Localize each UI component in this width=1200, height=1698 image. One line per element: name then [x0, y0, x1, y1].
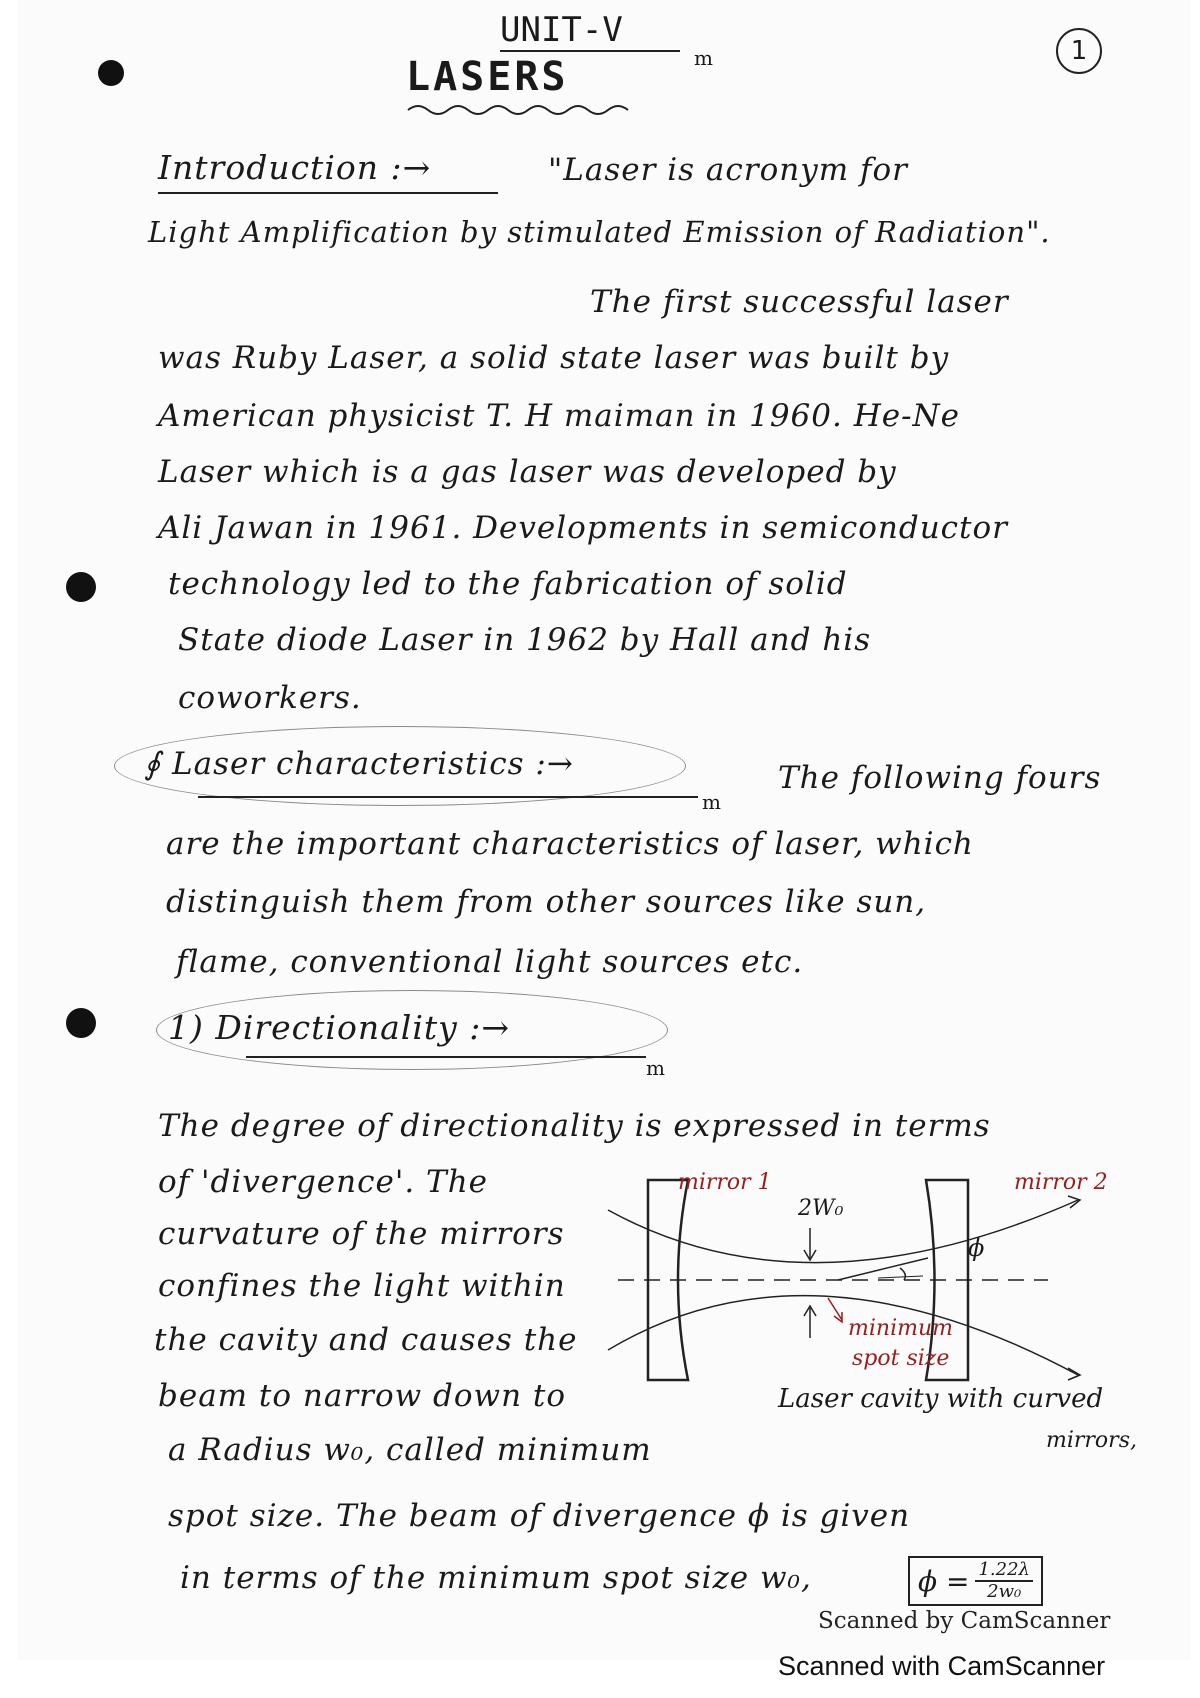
bullet-dot	[66, 572, 96, 602]
bullet-dot	[66, 1008, 96, 1038]
directionality-line-8: spot size. The beam of divergence ϕ is given	[168, 1498, 911, 1534]
intro-heading-underline	[158, 192, 498, 194]
intro-line-4: was Ruby Laser, a solid state laser was built by	[158, 340, 950, 376]
intro-line-1: "Laser is acronym for	[548, 152, 908, 188]
directionality-line-1: The degree of directionality is expressed in terms	[158, 1108, 991, 1144]
diagram-caption-1: Laser cavity with curved	[778, 1384, 1104, 1414]
title-wavy-underline	[408, 102, 648, 116]
scanner-stamp: Scanned by CamScanner	[818, 1608, 1111, 1634]
directionality-heading: 1) Directionality :→	[168, 1008, 511, 1047]
intro-line-3: The first successful laser	[590, 284, 1009, 320]
characteristics-heading: ∮ Laser characteristics :→	[144, 746, 574, 782]
directionality-line-2: of 'divergence'. The	[158, 1164, 489, 1200]
scanner-watermark: Scanned with CamScanner	[778, 1651, 1106, 1681]
bullet-dot	[98, 60, 124, 86]
intro-line-5: American physicist T. H maiman in 1960. He-Ne	[158, 398, 961, 434]
characteristics-lead: The following fours	[778, 760, 1102, 796]
intro-line-2: Light Amplification by stimulated Emission of Radiation".	[148, 215, 1051, 249]
directionality-line-3: curvature of the mirrors	[158, 1216, 565, 1252]
intro-line-9: State diode Laser in 1962 by Hall and his	[178, 622, 872, 658]
unit-underline	[500, 50, 680, 52]
mark-m-1: m	[694, 46, 713, 70]
intro-heading: Introduction :→	[158, 148, 432, 187]
directionality-line-4: confines the light within	[158, 1268, 566, 1304]
directionality-line-6: beam to narrow down to	[158, 1378, 567, 1414]
directionality-line-7: a Radius w₀, called minimum	[168, 1432, 652, 1468]
intro-line-6: Laser which is a gas laser was developed by	[158, 454, 897, 490]
characteristics-line-3: flame, conventional light sources etc.	[176, 944, 804, 980]
mirror-2-label: mirror 2	[1014, 1170, 1108, 1195]
intro-line-10: coworkers.	[178, 680, 362, 716]
mark-m-3: m	[646, 1056, 665, 1080]
min-spot-label-1: minimum	[848, 1316, 953, 1341]
phi-label: ϕ	[968, 1234, 985, 1262]
handwritten-page	[18, 0, 1190, 1660]
directionality-underline	[246, 1056, 646, 1058]
laser-cavity-diagram	[578, 1170, 1178, 1420]
divergence-formula	[908, 1556, 1043, 1606]
directionality-line-5: the cavity and causes the	[154, 1322, 578, 1358]
intro-line-7: Ali Jawan in 1961. Developments in semiconductor	[158, 510, 1008, 546]
min-spot-label-2: spot size	[852, 1346, 950, 1371]
diagram-caption-2: mirrors,	[1046, 1428, 1137, 1453]
waist-label: 2W₀	[798, 1196, 844, 1221]
page-number: 1	[1056, 28, 1102, 74]
directionality-line-9: in terms of the minimum spot size w₀,	[180, 1560, 812, 1596]
formula-denominator: 2w₀	[987, 1581, 1022, 1602]
formula-fraction	[975, 1560, 1033, 1602]
intro-line-8: technology led to the fabrication of solid	[168, 566, 848, 602]
characteristics-underline	[198, 796, 698, 798]
mark-m-2: m	[702, 790, 721, 814]
page-title: LASERS	[406, 54, 569, 100]
formula-lhs: ϕ =	[918, 1564, 970, 1598]
unit-title: UNIT-V	[500, 10, 623, 50]
formula-numerator: 1.22λ	[975, 1560, 1033, 1582]
characteristics-line-2: distinguish them from other sources like sun,	[166, 884, 927, 920]
mirror-1-label: mirror 1	[678, 1170, 772, 1195]
characteristics-line-1: are the important characteristics of laser, which	[166, 826, 974, 862]
